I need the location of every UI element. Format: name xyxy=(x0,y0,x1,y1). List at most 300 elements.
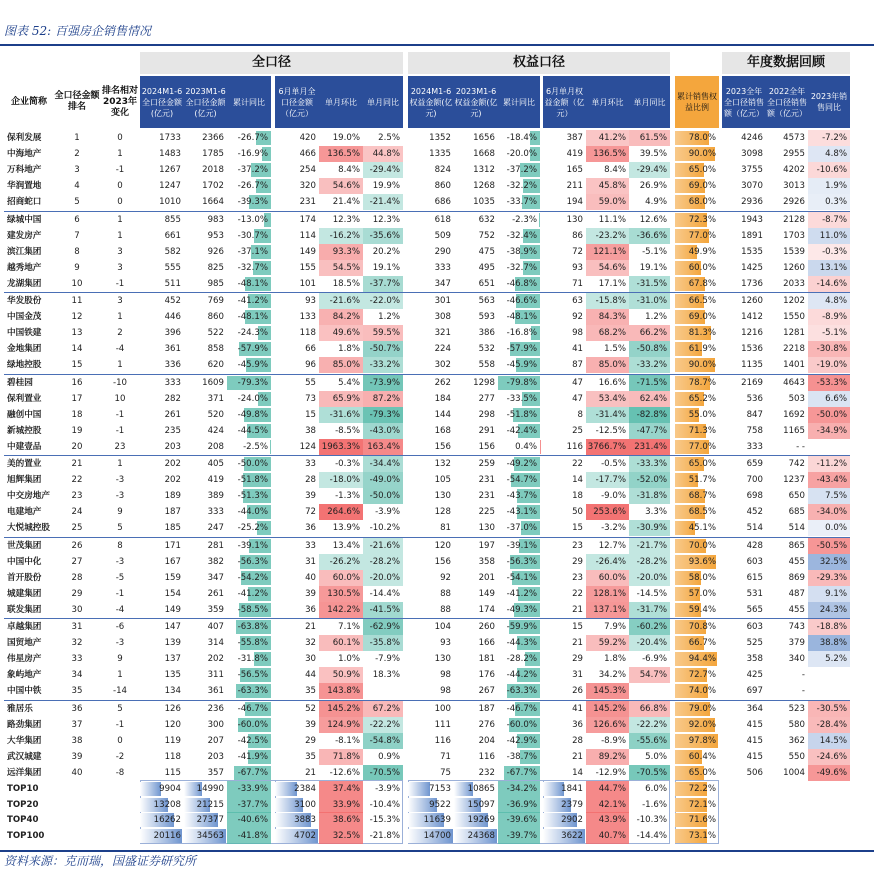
summary-b6: 6.0% xyxy=(645,784,667,794)
cell-a2: 333 xyxy=(207,507,224,518)
cell-y2: 580 xyxy=(788,719,805,730)
cell-a3: -44.5% xyxy=(237,425,268,436)
summary-b3: -39.7% xyxy=(498,828,540,844)
cell-b5: -3.2% xyxy=(601,523,626,534)
cell-y1: 425 xyxy=(746,670,763,681)
cell-a1: 189 xyxy=(164,491,181,502)
cell-b4: 26 xyxy=(572,686,583,697)
cell-y2: 362 xyxy=(788,735,805,746)
cell-rank: 18 xyxy=(71,409,83,420)
cell-b4: 23 xyxy=(572,540,583,551)
cell-a1: 119 xyxy=(164,735,181,746)
cell-b5: 85.0% xyxy=(586,357,629,373)
cell-y3: -11.2% xyxy=(808,456,850,472)
cell-rank: 21 xyxy=(71,459,83,469)
summary-label: TOP20 xyxy=(7,799,39,810)
cell-y2: - xyxy=(801,670,805,681)
cell-a1: 134 xyxy=(164,686,181,697)
cell-a5: 54.6% xyxy=(319,178,363,194)
cell-a3: -41.9% xyxy=(237,751,268,762)
cell-y2: 2128 xyxy=(783,214,805,225)
cell-chg: 5 xyxy=(117,703,123,714)
cell-a4: 21 xyxy=(305,767,316,778)
header-a2: 2023M1-6全口径金额(亿元) xyxy=(184,76,227,128)
cell-rank: 40 xyxy=(71,767,83,778)
cell-a3: -32.7% xyxy=(237,262,268,273)
cell-a1: 149 xyxy=(164,604,181,615)
cell-a2: 359 xyxy=(207,604,224,615)
summary-a5: 37.4% xyxy=(319,781,363,797)
summary-b4: 3622 xyxy=(561,831,583,842)
cell-a5: 60.1% xyxy=(319,635,363,651)
cell-b2: 204 xyxy=(478,735,495,746)
cell-a3: -2.5% xyxy=(243,441,268,452)
cell-b5: -17.7% xyxy=(586,472,629,488)
cell-b1: 824 xyxy=(434,165,451,176)
cell-a2: 371 xyxy=(207,393,224,404)
cell-a4: 44 xyxy=(305,670,316,681)
cell-b4: 130 xyxy=(566,214,583,225)
cell-a6: 18.3% xyxy=(372,670,400,681)
cell-b5: 45.8% xyxy=(586,178,629,194)
cell-a6: 19.1% xyxy=(372,262,400,273)
cell-b3: -20.0% xyxy=(506,149,537,160)
cell-b5: 3766.7% xyxy=(586,439,629,455)
cell-chg: 3 xyxy=(117,246,123,257)
cell-a5: 18.5% xyxy=(332,278,360,289)
cell-name: 保利置业 xyxy=(7,393,42,404)
cell-b4: 92 xyxy=(572,312,583,323)
cell-b2: 116 xyxy=(478,751,495,762)
cell-b2: 1298 xyxy=(473,377,495,388)
cell-a3: -56.3% xyxy=(237,556,268,567)
cell-a1: 203 xyxy=(164,441,181,452)
cell-b5: 8.4% xyxy=(604,165,626,176)
cell-a5: 49.6% xyxy=(319,325,363,341)
summary-b2: 15097 xyxy=(467,799,495,810)
cell-ratio: 59.4% xyxy=(688,604,716,615)
cell-name: 中国铁建 xyxy=(7,328,42,339)
cell-b3: -16.8% xyxy=(506,328,537,339)
cell-y3: 4.8% xyxy=(808,293,850,309)
cell-rank: 10 xyxy=(71,278,83,289)
cell-name: 新城控股 xyxy=(7,425,42,436)
cell-rank: 7 xyxy=(74,230,80,241)
cell-y1: 1260 xyxy=(741,296,763,306)
cell-b2: 267 xyxy=(478,686,495,697)
cell-a4: 40 xyxy=(305,572,316,583)
cell-a4: 39 xyxy=(305,491,316,502)
cell-b1: 98 xyxy=(440,670,451,681)
summary-a4: 4702 xyxy=(294,831,316,842)
cell-ratio: 55.0% xyxy=(688,409,716,420)
cell-a5: 84.2% xyxy=(319,309,363,325)
cell-y2: 455 xyxy=(788,556,805,567)
cell-a3: -57.9% xyxy=(237,344,268,355)
cell-b1: 71 xyxy=(440,751,451,762)
cell-y3: -28.4% xyxy=(808,717,850,733)
cell-b4: 23 xyxy=(572,572,583,583)
cell-a2: 769 xyxy=(207,296,224,306)
cell-b5: 128.1% xyxy=(586,586,629,602)
cell-a2: 2018 xyxy=(202,165,224,176)
cell-b2: 1668 xyxy=(473,149,495,160)
cell-a3: -24.3% xyxy=(237,328,268,339)
cell-b1: 144 xyxy=(434,409,451,420)
cell-a2: 300 xyxy=(207,719,224,730)
cell-a4: 39 xyxy=(305,588,316,599)
cell-rank: 1 xyxy=(74,133,80,143)
cell-b2: 651 xyxy=(478,278,495,289)
cell-a1: 115 xyxy=(164,767,181,778)
cell-rank: 30 xyxy=(71,604,83,615)
cell-y3: -8.7% xyxy=(808,212,850,228)
cell-y3: -8.9% xyxy=(808,309,850,325)
cell-a3: -41.2% xyxy=(237,296,268,306)
cell-b5: 137.1% xyxy=(586,602,629,618)
cell-ratio: 97.8% xyxy=(688,735,716,746)
cell-a4: 55 xyxy=(305,377,316,388)
cell-b1: 132 xyxy=(434,459,451,469)
cell-a5: -1.3% xyxy=(335,491,360,502)
header-b1: 2024M1-6权益金额(亿元) xyxy=(408,76,454,128)
cell-a5: -8.1% xyxy=(335,735,360,746)
cell-ratio: 51.7% xyxy=(688,475,716,486)
cell-a5: 145.2% xyxy=(319,701,363,717)
cell-b1: 128 xyxy=(434,507,451,518)
cell-a2: 314 xyxy=(207,638,224,649)
cell-rank: 6 xyxy=(74,214,80,225)
cell-a4: 66 xyxy=(305,344,316,355)
cell-b2: 181 xyxy=(478,654,495,665)
cell-y2: 1165 xyxy=(783,425,805,436)
cell-y2: 865 xyxy=(788,540,805,551)
cell-a5: 264.6% xyxy=(319,504,363,520)
cell-a6: -41.5% xyxy=(363,602,403,618)
cell-a4: 35 xyxy=(305,751,316,762)
cell-a5: 7.1% xyxy=(338,622,360,632)
cell-y3: 9.1% xyxy=(808,586,850,602)
cell-a4: 21 xyxy=(305,622,316,632)
cell-a1: 187 xyxy=(164,507,181,518)
cell-a4: 72 xyxy=(305,507,316,518)
cell-a5: 130.5% xyxy=(319,586,363,602)
cell-a2: 1702 xyxy=(202,181,224,192)
cell-b1: 130 xyxy=(434,654,451,665)
cell-chg: 5 xyxy=(117,523,123,534)
cell-y2: 1004 xyxy=(783,767,805,778)
cell-chg: 3 xyxy=(117,262,123,273)
cell-rank: 16 xyxy=(71,377,83,388)
cell-y3: -34.9% xyxy=(808,423,850,439)
cell-a5: 143.8% xyxy=(319,683,363,699)
cell-name: 大悦城控股 xyxy=(7,523,50,534)
cell-name: 绿地控股 xyxy=(7,360,42,371)
cell-b5: 145.3% xyxy=(586,683,629,699)
cell-b3: -49.2% xyxy=(506,459,537,469)
cell-y2: 550 xyxy=(788,751,805,762)
cell-a2: 1664 xyxy=(202,197,224,208)
cell-y1: 603 xyxy=(746,622,763,632)
cell-a6: -37.7% xyxy=(363,276,403,292)
cell-a3: -39.1% xyxy=(237,540,268,551)
cell-a3: -46.7% xyxy=(237,703,268,714)
header-y2: 2022全年全口径销售额（亿元） xyxy=(766,76,808,128)
cell-b3: -38.9% xyxy=(506,246,537,257)
cell-a6: 44.8% xyxy=(363,146,403,162)
cell-ratio: 81.3% xyxy=(688,328,716,339)
summary-b4: 2379 xyxy=(561,799,583,810)
cell-y2: 3013 xyxy=(783,181,805,192)
cell-a6: 87.2% xyxy=(363,391,403,407)
cell-b3: -37.2% xyxy=(506,165,537,176)
cell-rank: 15 xyxy=(71,360,83,371)
cell-a1: 396 xyxy=(164,328,181,339)
summary-b6: -10.3% xyxy=(636,815,667,826)
cell-ratio: 68.7% xyxy=(688,491,716,502)
summary-a1: 9904 xyxy=(159,784,181,794)
cell-a1: 135 xyxy=(164,670,181,681)
cell-a2: 1609 xyxy=(202,377,224,388)
cell-a6: -21.6% xyxy=(363,538,403,554)
cell-b6: -71.5% xyxy=(629,375,670,391)
cell-a6: -50.0% xyxy=(363,488,403,504)
cell-rank: 3 xyxy=(74,165,80,176)
cell-a5: 124.9% xyxy=(319,717,363,733)
cell-b3: -39.1% xyxy=(506,540,537,551)
cell-rank: 19 xyxy=(71,425,83,436)
cell-b5: -26.4% xyxy=(586,554,629,570)
cell-y3: -0.3% xyxy=(808,244,850,260)
cell-a2: 953 xyxy=(207,230,224,241)
cell-a1: 137 xyxy=(164,654,181,665)
cell-b3: -54.1% xyxy=(506,572,537,583)
cell-b1: 184 xyxy=(434,393,451,404)
cell-a3: -37.1% xyxy=(237,246,268,257)
cell-a3: -51.8% xyxy=(237,475,268,486)
cell-b5: 12.7% xyxy=(598,540,626,551)
cell-chg: -3 xyxy=(115,475,125,486)
cell-a1: 361 xyxy=(164,344,181,355)
cell-b3: -51.8% xyxy=(506,409,537,420)
caption: 图表 52: 百强房企销售情况 xyxy=(4,24,151,38)
cell-b5: 1.8% xyxy=(604,654,626,665)
cell-b6: -14.5% xyxy=(636,588,667,599)
cell-b6: -29.4% xyxy=(629,162,670,178)
cell-rank: 33 xyxy=(71,654,83,665)
cell-a6: -14.4% xyxy=(369,588,400,599)
cell-y2: 685 xyxy=(788,507,805,518)
header-b2: 2023M1-6权益金额(亿元) xyxy=(454,76,498,128)
cell-b2: 291 xyxy=(478,425,495,436)
cell-b3: -41.2% xyxy=(506,588,537,599)
cell-chg: 1 xyxy=(117,459,123,469)
summary-b4: 2902 xyxy=(561,815,583,826)
cell-y1: 536 xyxy=(746,393,763,404)
cell-a4: 31 xyxy=(305,556,316,567)
cell-a2: 347 xyxy=(207,572,224,583)
cell-name: 电建地产 xyxy=(7,507,42,518)
cell-b5: 60.0% xyxy=(586,570,629,586)
cell-y1: 1425 xyxy=(741,262,763,273)
cell-a6: -49.0% xyxy=(363,472,403,488)
cell-b4: 14 xyxy=(572,767,583,778)
cell-b2: 276 xyxy=(478,719,495,730)
header-ratio: 累计销售权益比例 xyxy=(675,76,719,128)
cell-name: 绿城中国 xyxy=(7,214,42,225)
cell-a4: 133 xyxy=(299,312,316,323)
cell-a4: 118 xyxy=(299,328,316,339)
cell-b4: 21 xyxy=(572,751,583,762)
cell-a5: -31.6% xyxy=(319,407,363,423)
cell-b4: 116 xyxy=(566,441,583,452)
cell-y3: -18.8% xyxy=(808,619,850,635)
cell-a3: -16.9% xyxy=(237,149,268,160)
cell-a3: -30.7% xyxy=(237,230,268,241)
cell-b4: 419 xyxy=(566,149,583,160)
cell-a6: 67.2% xyxy=(363,701,403,717)
cell-name: 中交房地产 xyxy=(7,491,50,502)
cell-a1: 661 xyxy=(164,230,181,241)
cell-y3: 14.5% xyxy=(808,733,850,749)
cell-y3: 38.8% xyxy=(808,635,850,651)
group-full: 全口径 xyxy=(140,52,403,74)
cell-y3: 4.8% xyxy=(808,146,850,162)
cell-a4: 320 xyxy=(299,181,316,192)
header-y1: 2023全年全口径销售额（亿元） xyxy=(722,76,766,128)
cell-b3: -42.9% xyxy=(506,735,537,746)
cell-rank: 4 xyxy=(74,181,80,192)
cell-a1: 1483 xyxy=(159,149,181,160)
cell-a3: -63.3% xyxy=(237,686,268,697)
cell-b1: 88 xyxy=(440,588,451,599)
cell-y3: -30.8% xyxy=(808,341,850,357)
cell-a5: 13.4% xyxy=(332,540,360,551)
cell-y2: 455 xyxy=(788,604,805,615)
cell-b6: -31.5% xyxy=(629,276,670,292)
cell-name: 华发股份 xyxy=(7,296,42,306)
cell-a5: 142.2% xyxy=(319,602,363,618)
cell-b5: -12.9% xyxy=(595,767,626,778)
cell-y3: -50.0% xyxy=(808,407,850,423)
cell-name: 碧桂园 xyxy=(7,377,33,388)
header-a5: 单月环比 xyxy=(319,76,363,128)
cell-a5: -16.2% xyxy=(319,228,363,244)
cell-b6: -50.8% xyxy=(629,341,670,357)
cell-y2: 340 xyxy=(788,654,805,665)
cell-a3: -54.2% xyxy=(237,572,268,583)
cell-a6: -7.9% xyxy=(375,654,400,665)
cell-y3: -29.3% xyxy=(808,570,850,586)
cell-y2: 1550 xyxy=(783,312,805,323)
cell-chg: 9 xyxy=(117,507,123,518)
cell-name: 伟星房产 xyxy=(7,654,42,665)
cell-y2: 379 xyxy=(788,638,805,649)
cell-a5: -18.0% xyxy=(319,472,363,488)
cell-b2: 495 xyxy=(478,262,495,273)
cell-a6: -62.9% xyxy=(363,619,403,635)
summary-b1: 11639 xyxy=(423,815,451,826)
summary-b2: 24368 xyxy=(467,831,495,842)
cell-ratio: 66.7% xyxy=(688,638,716,649)
cell-ratio: 69.0% xyxy=(688,312,716,323)
cell-b5: 17.1% xyxy=(598,278,626,289)
cell-y2: - - xyxy=(796,441,805,452)
cell-rank: 37 xyxy=(71,719,83,730)
cell-b4: 31 xyxy=(572,670,583,681)
cell-a2: 407 xyxy=(207,622,224,632)
cell-rank: 11 xyxy=(71,296,83,306)
summary-a6: -3.9% xyxy=(375,784,400,794)
cell-b1: 75 xyxy=(440,767,451,778)
cell-a6: -35.8% xyxy=(363,635,403,651)
header-y3: 2023年销售同比 xyxy=(808,76,850,128)
cell-b6: -21.7% xyxy=(629,538,670,554)
cell-y3: 0.3% xyxy=(808,194,850,210)
cell-a4: 466 xyxy=(299,149,316,160)
cell-a2: 382 xyxy=(207,556,224,567)
cell-y2: 2033 xyxy=(783,278,805,289)
cell-a5: -26.2% xyxy=(319,554,363,570)
cell-chg: -3 xyxy=(115,556,125,567)
cell-y1: 3755 xyxy=(741,165,763,176)
cell-chg: 1 xyxy=(117,360,123,371)
cell-rank: 38 xyxy=(71,735,83,746)
cell-a3: -41.2% xyxy=(237,588,268,599)
cell-ratio: 72.3% xyxy=(688,214,716,225)
summary-b1: 7153 xyxy=(429,784,451,794)
cell-b6: -31.8% xyxy=(629,488,670,504)
cell-a2: 858 xyxy=(207,344,224,355)
cell-b2: 1656 xyxy=(473,133,495,143)
cell-b6: 5.0% xyxy=(645,751,667,762)
cell-rank: 23 xyxy=(71,491,83,502)
header-a3: 累计同比 xyxy=(227,76,271,128)
cell-b5: 7.9% xyxy=(604,622,626,632)
cell-b4: 93 xyxy=(572,262,583,273)
cell-a5: -8.5% xyxy=(335,425,360,436)
cell-b1: 156 xyxy=(434,441,451,452)
cell-b5: 53.4% xyxy=(586,391,629,407)
cell-b6: -30.9% xyxy=(629,520,670,536)
cell-b4: 72 xyxy=(572,246,583,257)
cell-y3 xyxy=(808,439,850,455)
cell-b6: 4.9% xyxy=(645,197,667,208)
summary-b1: 14700 xyxy=(423,831,451,842)
cell-name: 国贸地产 xyxy=(7,638,42,649)
cell-ratio: 71.3% xyxy=(688,425,716,436)
cell-b1: 92 xyxy=(440,572,451,583)
summary-a6: -21.8% xyxy=(369,831,400,842)
cell-a4: 15 xyxy=(305,409,316,420)
cell-b6: -33.2% xyxy=(629,357,670,373)
cell-a5: 50.9% xyxy=(319,667,363,683)
cell-chg: 1 xyxy=(117,230,123,241)
cell-a6: -10.2% xyxy=(369,523,400,534)
summary-a2: 14990 xyxy=(196,784,224,794)
cell-rank: 39 xyxy=(71,751,83,762)
cell-a4: 28 xyxy=(305,475,316,486)
cell-rank: 22 xyxy=(71,475,83,486)
cell-b1: 618 xyxy=(434,214,451,225)
cell-b2: 593 xyxy=(478,312,495,323)
cell-b2: 563 xyxy=(478,296,495,306)
cell-a6: 2.5% xyxy=(378,133,400,143)
cell-b3: -46.7% xyxy=(506,703,537,714)
cell-a2: 522 xyxy=(207,328,224,339)
cell-a3: -31.8% xyxy=(237,654,268,665)
cell-a6: -29.4% xyxy=(363,162,403,178)
